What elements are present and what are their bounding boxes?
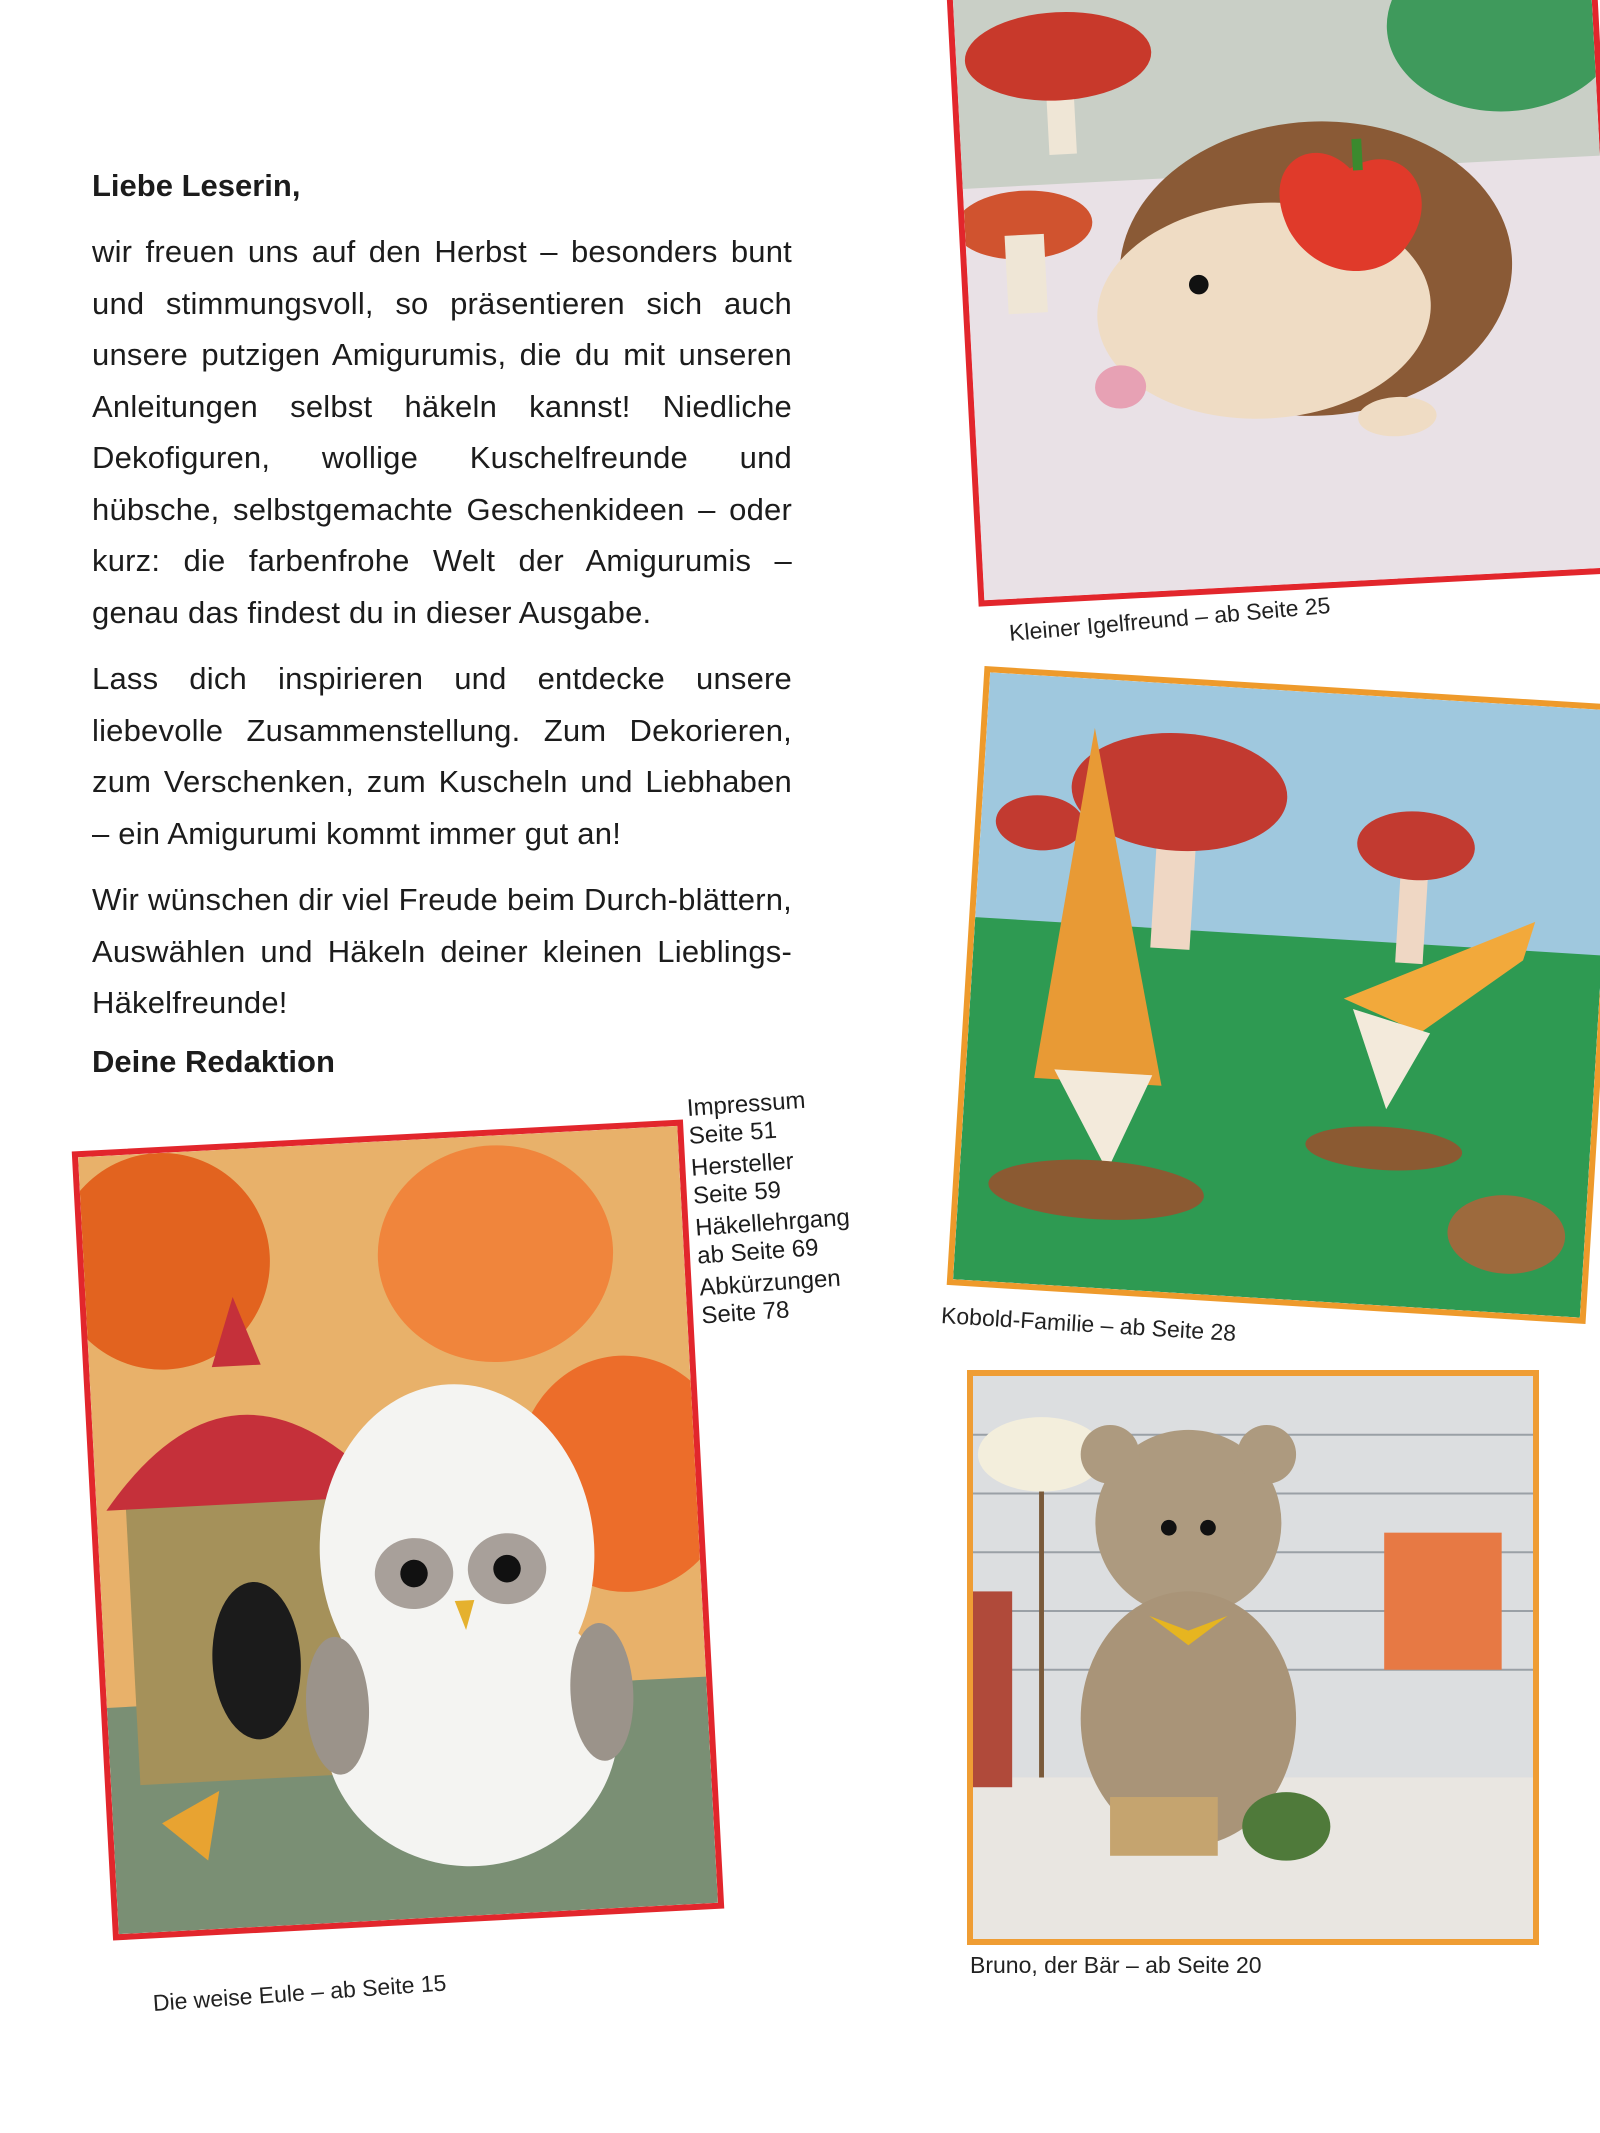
toc-page: Seite 78	[700, 1296, 791, 1330]
gnome-family-photo	[947, 666, 1600, 1324]
toc-title: Abkürzungen	[698, 1264, 842, 1302]
toc-page: Seite 51	[687, 1116, 778, 1150]
toc-item-impressum[interactable]	[686, 1084, 844, 1151]
owl-photo	[72, 1120, 725, 1941]
letter-paragraph-1: wir freuen uns auf den Herbst – besonders bunt und stimmungsvoll, so präsentieren sich auch unsere putzigen Amigurumis, die du mit unseren Anleitungen selbst häkeln kannst! Niedliche Dekofiguren, wollige Kuschelfreunde und hübsche, selbstgemachte Geschenkideen – oder kurz: die farbenfrohe Welt der Amigurumis – genau das findest du in dieser Ausgabe.	[92, 234, 792, 630]
letter-paragraph-3: Wir wünschen dir viel Freude beim Durch-blättern, Auswählen und Häkeln deiner kleinen Lieblings-Häkelfreunde!	[92, 882, 792, 1020]
owl-caption: Die weise Eule – ab Seite 15	[152, 1969, 448, 2016]
letter-greeting: Liebe Leserin,	[92, 168, 301, 203]
bear-photo	[967, 1370, 1539, 1945]
contents-list	[686, 1084, 857, 1334]
hedgehog-illustration	[953, 0, 1600, 600]
toc-item-hersteller[interactable]	[690, 1144, 848, 1211]
bear-illustration	[973, 1376, 1533, 1939]
letter-signoff: Deine Redaktion	[92, 1043, 335, 1079]
toc-item-haekellehrgang[interactable]	[694, 1204, 852, 1271]
gnome-family-caption: Kobold-Familie – ab Seite 28	[940, 1302, 1237, 1346]
letter-paragraph-2: Lass dich inspirieren und entdecke unsere liebevolle Zusammenstellung. Zum Dekorieren, zum Verschenken, zum Kuscheln und Liebhaben – ein Amigurumi kommt immer gut an!	[92, 661, 792, 851]
toc-title: Hersteller	[690, 1147, 795, 1182]
gnome-illustration	[953, 672, 1600, 1317]
owl-illustration	[78, 1126, 718, 1934]
toc-page: ab Seite 69	[696, 1234, 820, 1270]
hedgehog-photo	[946, 0, 1600, 607]
editorial-letter	[92, 168, 792, 1080]
toc-title: Häkellehrgang	[694, 1203, 851, 1242]
toc-item-abkuerzungen[interactable]	[699, 1264, 857, 1331]
toc-title: Impressum	[686, 1086, 807, 1122]
hedgehog-caption: Kleiner Igelfreund – ab Seite 25	[1008, 591, 1332, 646]
bear-caption: Bruno, der Bär – ab Seite 20	[970, 1952, 1262, 1978]
toc-page: Seite 59	[692, 1176, 782, 1210]
